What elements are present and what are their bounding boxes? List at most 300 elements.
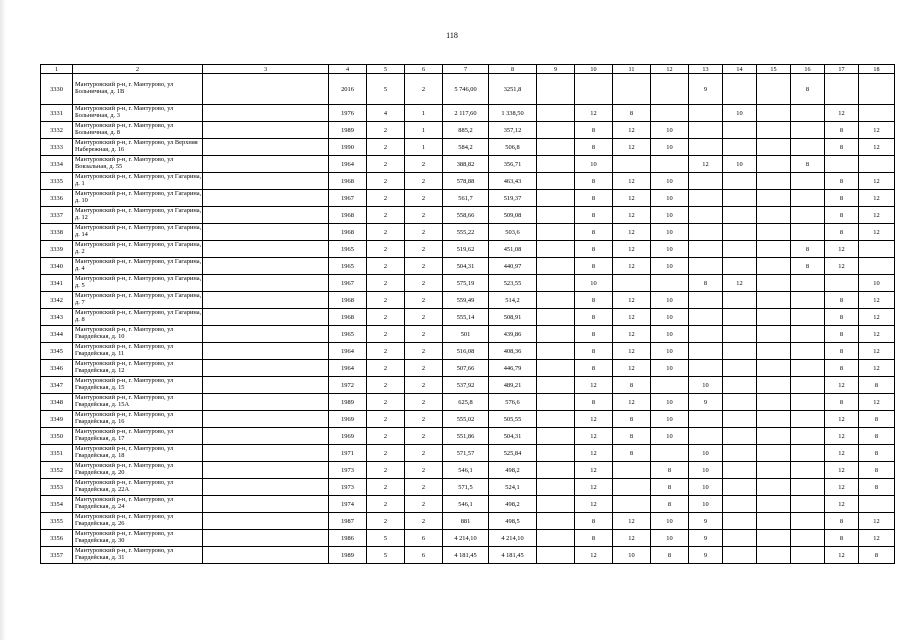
table-cell: 2 bbox=[405, 292, 443, 309]
table-cell: 576,6 bbox=[489, 394, 537, 411]
table-cell: 498,2 bbox=[489, 462, 537, 479]
address-cell: Мантуровский р-н, г. Мантурово, ул Больничная, д. 3 bbox=[73, 105, 203, 122]
table-cell: 12 bbox=[859, 530, 895, 547]
column-number-header: 9 bbox=[537, 65, 575, 74]
column-number-header: 15 bbox=[757, 65, 791, 74]
table-cell: 8 bbox=[825, 122, 859, 139]
table-row bbox=[41, 496, 895, 513]
table-cell: 8 bbox=[825, 343, 859, 360]
table-cell: 498,2 bbox=[489, 496, 537, 513]
table-cell: 2 bbox=[367, 411, 405, 428]
address-cell: Мантуровский р-н, г. Мантурово, ул Гагарина, д. 7 bbox=[73, 292, 203, 309]
column-number-header: 6 bbox=[405, 65, 443, 74]
table-cell bbox=[791, 377, 825, 394]
table-cell: 559,49 bbox=[443, 292, 489, 309]
table-cell: 885,2 bbox=[443, 122, 489, 139]
table-cell: 1968 bbox=[329, 309, 367, 326]
column-number-header: 17 bbox=[825, 65, 859, 74]
table-cell: 8 bbox=[825, 326, 859, 343]
table-cell bbox=[651, 74, 689, 105]
table-cell: 12 bbox=[613, 224, 651, 241]
column-number-header: 5 bbox=[367, 65, 405, 74]
table-cell bbox=[757, 74, 791, 105]
table-cell: 8 bbox=[575, 513, 613, 530]
table-cell bbox=[791, 207, 825, 224]
table-cell: 6 bbox=[405, 530, 443, 547]
table-cell bbox=[203, 258, 329, 275]
table-cell bbox=[537, 326, 575, 343]
table-cell bbox=[203, 224, 329, 241]
table-cell bbox=[537, 207, 575, 224]
row-number-cell: 3330 bbox=[41, 74, 73, 105]
table-cell: 1976 bbox=[329, 105, 367, 122]
table-cell bbox=[723, 394, 757, 411]
row-number-cell: 3349 bbox=[41, 411, 73, 428]
column-number-header: 11 bbox=[613, 65, 651, 74]
column-number-header: 1 bbox=[41, 65, 73, 74]
table-cell: 8 bbox=[825, 513, 859, 530]
table-cell: 446,79 bbox=[489, 360, 537, 377]
table-cell bbox=[757, 411, 791, 428]
table-cell bbox=[537, 156, 575, 173]
table-cell bbox=[689, 105, 723, 122]
column-number-header: 8 bbox=[489, 65, 537, 74]
table-cell: 1965 bbox=[329, 326, 367, 343]
table-cell: 12 bbox=[575, 377, 613, 394]
table-cell bbox=[859, 74, 895, 105]
table-cell: 2016 bbox=[329, 74, 367, 105]
table-cell: 12 bbox=[613, 139, 651, 156]
table-cell bbox=[203, 74, 329, 105]
table-cell: 1967 bbox=[329, 190, 367, 207]
table-cell bbox=[723, 190, 757, 207]
table-cell: 571,57 bbox=[443, 445, 489, 462]
table-cell: 2 bbox=[405, 479, 443, 496]
page-number: 118 bbox=[446, 31, 458, 40]
row-number-cell: 3351 bbox=[41, 445, 73, 462]
table-cell: 8 bbox=[613, 445, 651, 462]
table-cell: 8 bbox=[791, 258, 825, 275]
table-cell bbox=[757, 173, 791, 190]
table-cell bbox=[537, 479, 575, 496]
table-cell: 6 bbox=[405, 547, 443, 564]
table-cell bbox=[757, 241, 791, 258]
row-number-cell: 3331 bbox=[41, 105, 73, 122]
table-cell bbox=[791, 513, 825, 530]
table-cell bbox=[537, 377, 575, 394]
row-number-cell: 3339 bbox=[41, 241, 73, 258]
table-row bbox=[41, 360, 895, 377]
table-cell: 546,1 bbox=[443, 462, 489, 479]
table-cell: 2 bbox=[367, 275, 405, 292]
table-cell bbox=[689, 224, 723, 241]
table-cell: 12 bbox=[859, 394, 895, 411]
table-cell: 2 bbox=[405, 462, 443, 479]
table-cell: 12 bbox=[613, 394, 651, 411]
table-cell: 10 bbox=[651, 122, 689, 139]
table-cell: 2 bbox=[405, 343, 443, 360]
row-number-cell: 3338 bbox=[41, 224, 73, 241]
table-cell bbox=[791, 530, 825, 547]
table-cell: 2 bbox=[367, 377, 405, 394]
table-cell: 8 bbox=[825, 394, 859, 411]
table-cell: 8 bbox=[825, 190, 859, 207]
table-cell: 2 bbox=[367, 428, 405, 445]
table-cell bbox=[723, 309, 757, 326]
table-row bbox=[41, 428, 895, 445]
table-cell: 1968 bbox=[329, 292, 367, 309]
table-cell bbox=[537, 173, 575, 190]
table-cell: 2 bbox=[405, 428, 443, 445]
table-cell bbox=[757, 275, 791, 292]
address-cell: Мантуровский р-н, г. Мантурово, ул Гвардейская, д. 12 bbox=[73, 360, 203, 377]
table-cell: 505,55 bbox=[489, 411, 537, 428]
table-cell bbox=[757, 445, 791, 462]
table-cell: 12 bbox=[613, 241, 651, 258]
table-cell: 2 117,60 bbox=[443, 105, 489, 122]
table-cell: 2 bbox=[405, 258, 443, 275]
table-cell bbox=[203, 139, 329, 156]
table-cell: 506,8 bbox=[489, 139, 537, 156]
table-cell: 8 bbox=[859, 428, 895, 445]
table-cell: 5 bbox=[367, 547, 405, 564]
table-cell: 8 bbox=[859, 462, 895, 479]
table-cell bbox=[613, 462, 651, 479]
column-number-header: 13 bbox=[689, 65, 723, 74]
table-cell: 12 bbox=[825, 241, 859, 258]
table-cell bbox=[203, 156, 329, 173]
table-cell bbox=[757, 343, 791, 360]
column-number-header: 14 bbox=[723, 65, 757, 74]
address-cell: Мантуровский р-н, г. Мантурово, ул Гвардейская, д. 20 bbox=[73, 462, 203, 479]
table-cell bbox=[791, 547, 825, 564]
table-cell: 10 bbox=[651, 224, 689, 241]
table-cell bbox=[723, 258, 757, 275]
table-cell: 8 bbox=[859, 479, 895, 496]
table-cell: 10 bbox=[651, 360, 689, 377]
table-cell: 2 bbox=[367, 360, 405, 377]
table-cell: 1990 bbox=[329, 139, 367, 156]
address-cell: Мантуровский р-н, г. Мантурово, ул Гвардейская, д. 15 bbox=[73, 377, 203, 394]
table-cell: 8 bbox=[859, 411, 895, 428]
table-cell: 2 bbox=[405, 190, 443, 207]
table-cell: 439,86 bbox=[489, 326, 537, 343]
row-number-cell: 3342 bbox=[41, 292, 73, 309]
table-cell: 356,71 bbox=[489, 156, 537, 173]
table-cell: 2 bbox=[405, 394, 443, 411]
row-number-cell: 3336 bbox=[41, 190, 73, 207]
table-cell: 12 bbox=[825, 547, 859, 564]
table-cell: 2 bbox=[367, 224, 405, 241]
table-cell: 881 bbox=[443, 513, 489, 530]
table-cell: 12 bbox=[859, 513, 895, 530]
row-number-cell: 3335 bbox=[41, 173, 73, 190]
table-cell: 12 bbox=[613, 309, 651, 326]
table-cell: 388,82 bbox=[443, 156, 489, 173]
table-cell bbox=[203, 173, 329, 190]
row-number-cell: 3343 bbox=[41, 309, 73, 326]
row-number-cell: 3346 bbox=[41, 360, 73, 377]
table-cell bbox=[825, 156, 859, 173]
table-cell: 8 bbox=[575, 326, 613, 343]
table-cell: 12 bbox=[859, 224, 895, 241]
table-cell bbox=[613, 479, 651, 496]
table-cell: 12 bbox=[613, 173, 651, 190]
table-cell: 9 bbox=[689, 547, 723, 564]
column-number-header: 16 bbox=[791, 65, 825, 74]
table-cell: 504,31 bbox=[489, 428, 537, 445]
table-cell: 1989 bbox=[329, 122, 367, 139]
table-row bbox=[41, 74, 895, 105]
table-cell bbox=[537, 547, 575, 564]
table-cell: 12 bbox=[575, 462, 613, 479]
table-cell bbox=[757, 224, 791, 241]
table-cell: 10 bbox=[723, 156, 757, 173]
table-cell: 1989 bbox=[329, 394, 367, 411]
table-cell: 2 bbox=[405, 207, 443, 224]
table-cell: 2 bbox=[367, 462, 405, 479]
table-cell bbox=[537, 462, 575, 479]
table-cell: 561,7 bbox=[443, 190, 489, 207]
row-number-cell: 3333 bbox=[41, 139, 73, 156]
table-cell: 357,12 bbox=[489, 122, 537, 139]
table-cell bbox=[203, 496, 329, 513]
table-cell: 2 bbox=[405, 241, 443, 258]
table-cell: 10 bbox=[651, 428, 689, 445]
table-cell: 12 bbox=[859, 207, 895, 224]
table-cell: 8 bbox=[825, 530, 859, 547]
table-cell bbox=[723, 547, 757, 564]
table-cell bbox=[537, 496, 575, 513]
table-cell: 10 bbox=[651, 173, 689, 190]
table-cell bbox=[791, 173, 825, 190]
table-cell bbox=[575, 74, 613, 105]
table-cell: 1974 bbox=[329, 496, 367, 513]
table-cell: 519,62 bbox=[443, 241, 489, 258]
table-cell: 2 bbox=[405, 173, 443, 190]
table-cell: 8 bbox=[575, 309, 613, 326]
address-cell: Мантуровский р-н, г. Мантурово, ул Гвардейская, д. 17 bbox=[73, 428, 203, 445]
table-cell: 10 bbox=[575, 275, 613, 292]
table-cell: 12 bbox=[859, 122, 895, 139]
table-cell: 12 bbox=[859, 190, 895, 207]
table-cell bbox=[689, 309, 723, 326]
table-cell bbox=[203, 207, 329, 224]
table-cell: 12 bbox=[825, 462, 859, 479]
table-cell: 551,86 bbox=[443, 428, 489, 445]
table-cell: 504,31 bbox=[443, 258, 489, 275]
table-cell bbox=[723, 411, 757, 428]
table-cell bbox=[791, 122, 825, 139]
table-cell bbox=[689, 411, 723, 428]
table-row bbox=[41, 343, 895, 360]
table-cell: 9 bbox=[689, 74, 723, 105]
table-cell bbox=[757, 377, 791, 394]
table-cell: 12 bbox=[825, 428, 859, 445]
table-cell bbox=[791, 105, 825, 122]
address-cell: Мантуровский р-н, г. Мантурово, ул Гагарина, д. 12 bbox=[73, 207, 203, 224]
table-cell bbox=[723, 292, 757, 309]
table-cell: 12 bbox=[825, 479, 859, 496]
table-cell: 8 bbox=[575, 207, 613, 224]
table-row bbox=[41, 530, 895, 547]
table-cell bbox=[791, 428, 825, 445]
table-cell: 537,92 bbox=[443, 377, 489, 394]
column-number-header: 7 bbox=[443, 65, 489, 74]
table-row bbox=[41, 479, 895, 496]
table-row bbox=[41, 224, 895, 241]
table-row bbox=[41, 309, 895, 326]
table-row bbox=[41, 207, 895, 224]
table-cell: 8 bbox=[791, 241, 825, 258]
table-cell bbox=[757, 156, 791, 173]
table-cell: 8 bbox=[575, 394, 613, 411]
table-cell bbox=[689, 360, 723, 377]
table-cell: 5 746,00 bbox=[443, 74, 489, 105]
table-cell bbox=[859, 105, 895, 122]
table-cell bbox=[791, 343, 825, 360]
table-cell: 2 bbox=[367, 190, 405, 207]
table-cell: 2 bbox=[367, 394, 405, 411]
table-cell bbox=[791, 462, 825, 479]
table-cell bbox=[757, 479, 791, 496]
table-cell: 1965 bbox=[329, 258, 367, 275]
table-cell: 12 bbox=[575, 496, 613, 513]
table-cell: 8 bbox=[859, 377, 895, 394]
table-cell: 8 bbox=[575, 241, 613, 258]
table-cell: 2 bbox=[367, 173, 405, 190]
table-cell bbox=[723, 428, 757, 445]
table-cell: 524,1 bbox=[489, 479, 537, 496]
table-cell: 8 bbox=[825, 173, 859, 190]
table-cell: 10 bbox=[689, 377, 723, 394]
table-cell: 12 bbox=[575, 445, 613, 462]
table-cell bbox=[791, 411, 825, 428]
table-cell: 2 bbox=[405, 496, 443, 513]
table-cell: 503,6 bbox=[489, 224, 537, 241]
table-cell: 12 bbox=[613, 360, 651, 377]
address-cell: Мантуровский р-н, г. Мантурово, ул Гвардейская, д. 24 bbox=[73, 496, 203, 513]
column-number-header: 10 bbox=[575, 65, 613, 74]
row-number-cell: 3348 bbox=[41, 394, 73, 411]
row-number-cell: 3340 bbox=[41, 258, 73, 275]
table-cell: 2 bbox=[405, 156, 443, 173]
table-cell: 509,08 bbox=[489, 207, 537, 224]
address-cell: Мантуровский р-н, г. Мантурово, ул Гагарина, д. 10 bbox=[73, 190, 203, 207]
table-cell bbox=[757, 190, 791, 207]
table-cell: 1969 bbox=[329, 428, 367, 445]
address-cell: Мантуровский р-н, г. Мантурово, ул Гвардейская, д. 16 bbox=[73, 411, 203, 428]
table-cell: 555,14 bbox=[443, 309, 489, 326]
row-number-cell: 3353 bbox=[41, 479, 73, 496]
table-row bbox=[41, 122, 895, 139]
table-cell: 1968 bbox=[329, 173, 367, 190]
table-cell: 546,1 bbox=[443, 496, 489, 513]
table-cell: 1969 bbox=[329, 411, 367, 428]
table-cell bbox=[689, 122, 723, 139]
table-cell: 578,88 bbox=[443, 173, 489, 190]
table-cell: 2 bbox=[367, 496, 405, 513]
table-cell bbox=[613, 496, 651, 513]
table-cell: 12 bbox=[859, 139, 895, 156]
row-number-cell: 3354 bbox=[41, 496, 73, 513]
table-cell: 2 bbox=[367, 513, 405, 530]
table-cell: 12 bbox=[613, 207, 651, 224]
table-row bbox=[41, 377, 895, 394]
table-cell: 2 bbox=[405, 360, 443, 377]
table-cell: 12 bbox=[575, 428, 613, 445]
row-number-cell: 3341 bbox=[41, 275, 73, 292]
table-cell: 1973 bbox=[329, 479, 367, 496]
table-cell bbox=[651, 105, 689, 122]
table-cell: 8 bbox=[575, 258, 613, 275]
table-cell: 12 bbox=[825, 105, 859, 122]
table-cell bbox=[757, 292, 791, 309]
table-cell bbox=[757, 139, 791, 156]
table-cell: 12 bbox=[575, 105, 613, 122]
table-cell: 555,22 bbox=[443, 224, 489, 241]
table-cell: 10 bbox=[859, 275, 895, 292]
table-cell bbox=[757, 547, 791, 564]
table-cell bbox=[757, 360, 791, 377]
table-cell: 12 bbox=[613, 530, 651, 547]
table-cell: 498,5 bbox=[489, 513, 537, 530]
table-cell bbox=[757, 207, 791, 224]
table-cell bbox=[723, 224, 757, 241]
table-cell bbox=[203, 190, 329, 207]
table-cell bbox=[689, 428, 723, 445]
address-cell: Мантуровский р-н, г. Мантурово, ул Гвардейская, д. 22А bbox=[73, 479, 203, 496]
table-cell: 1964 bbox=[329, 360, 367, 377]
table-cell: 10 bbox=[651, 394, 689, 411]
table-cell: 1968 bbox=[329, 207, 367, 224]
table-cell bbox=[689, 139, 723, 156]
table-cell bbox=[203, 445, 329, 462]
table-cell: 516,08 bbox=[443, 343, 489, 360]
table-cell: 10 bbox=[651, 530, 689, 547]
table-cell: 2 bbox=[405, 377, 443, 394]
table-cell bbox=[791, 224, 825, 241]
table-row bbox=[41, 156, 895, 173]
table-cell bbox=[723, 530, 757, 547]
table-cell bbox=[203, 377, 329, 394]
table-cell: 2 bbox=[405, 445, 443, 462]
address-cell: Мантуровский р-н, г. Мантурово, ул Гагарина, д. 8 bbox=[73, 309, 203, 326]
table-cell bbox=[689, 326, 723, 343]
column-number-header: 4 bbox=[329, 65, 367, 74]
table-cell bbox=[689, 258, 723, 275]
table-cell bbox=[203, 513, 329, 530]
housing-register-table bbox=[40, 64, 895, 564]
table-cell: 12 bbox=[859, 173, 895, 190]
table-cell: 8 bbox=[575, 292, 613, 309]
table-cell bbox=[757, 394, 791, 411]
table-row bbox=[41, 462, 895, 479]
row-number-cell: 3337 bbox=[41, 207, 73, 224]
table-cell: 584,2 bbox=[443, 139, 489, 156]
table-cell bbox=[537, 105, 575, 122]
table-cell: 1 338,50 bbox=[489, 105, 537, 122]
table-cell: 10 bbox=[723, 105, 757, 122]
table-cell bbox=[791, 445, 825, 462]
table-cell: 1967 bbox=[329, 275, 367, 292]
address-cell: Мантуровский р-н, г. Мантурово, ул Гвардейская, д. 10 bbox=[73, 326, 203, 343]
table-cell bbox=[203, 309, 329, 326]
table-cell: 8 bbox=[825, 207, 859, 224]
table-cell bbox=[859, 496, 895, 513]
table-cell: 12 bbox=[859, 343, 895, 360]
table-cell: 8 bbox=[825, 309, 859, 326]
